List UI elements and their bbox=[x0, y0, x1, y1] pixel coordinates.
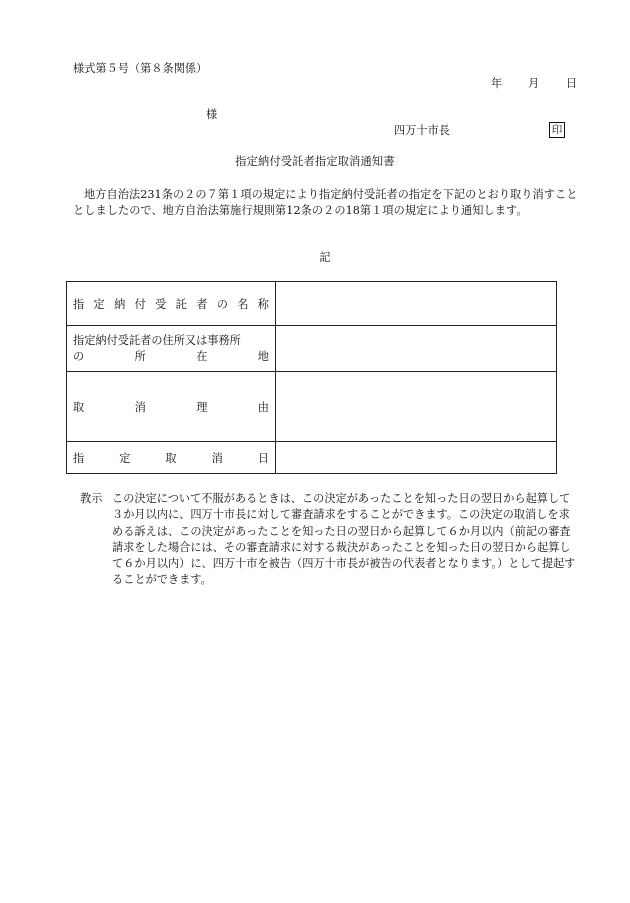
date-day-label: 日 bbox=[566, 77, 578, 90]
label-name bbox=[67, 282, 276, 326]
seal-mark: 印 bbox=[549, 122, 565, 138]
label-date bbox=[67, 442, 276, 474]
value-date bbox=[276, 442, 557, 474]
issuer-name: 四万十市長 bbox=[394, 124, 450, 137]
value-name bbox=[276, 282, 557, 326]
label-address bbox=[67, 326, 276, 372]
notice-text: この決定について不服があるときは、この決定があったことを知った日の翌日から起算して３か月以内に、四万十市長に対して審査請求をすることができます。この決定の取消しを求める訴えは、この決定があったことを知った日の翌日から起算して６か月以内（前記の審査請求をした場合には、その審査請求に対する裁決があったことを知った日の翌日から起算して６か月以内）に、四万十市を被告（四万十市長が被告の代表者となります。）として提起することができます。 bbox=[112, 492, 576, 587]
addressee-honorific: 様 bbox=[206, 108, 218, 121]
table-row bbox=[67, 282, 557, 326]
table-row bbox=[67, 326, 557, 372]
value-reason bbox=[276, 372, 557, 442]
table-row bbox=[67, 442, 557, 474]
document-title: 指定納付受託者指定取消通知書 bbox=[235, 155, 395, 168]
spread-label: 指 定 納 付 受 託 者 の 名 称 bbox=[73, 297, 269, 311]
body-paragraph: 地方自治法231条の２の７第１項の規定により指定納付受託者の指定を下記のとおり取り消すこととしましたので、地方自治法第施行規則第12条の２の18第１項の規定により通知します。 bbox=[73, 188, 578, 218]
label-reason bbox=[67, 372, 276, 442]
form-number: 様式第５号（第８条関係） bbox=[73, 62, 208, 75]
spread-label: 取 消 理 由 bbox=[73, 400, 269, 414]
ki-heading: 記 bbox=[319, 251, 331, 264]
label-address-line2: の 所 在 地 bbox=[73, 349, 269, 363]
notice-heading: 教示 bbox=[80, 492, 103, 505]
label-address-line1: 指定納付受託者の住所又は事務所 bbox=[73, 333, 241, 347]
spread-label: 指 定 取 消 日 bbox=[73, 451, 269, 465]
notice-block bbox=[80, 491, 578, 589]
date-year-label: 年 bbox=[491, 77, 503, 90]
table-row bbox=[67, 372, 557, 442]
date-month-label: 月 bbox=[528, 77, 540, 90]
details-table bbox=[66, 281, 557, 474]
value-address bbox=[276, 326, 557, 372]
